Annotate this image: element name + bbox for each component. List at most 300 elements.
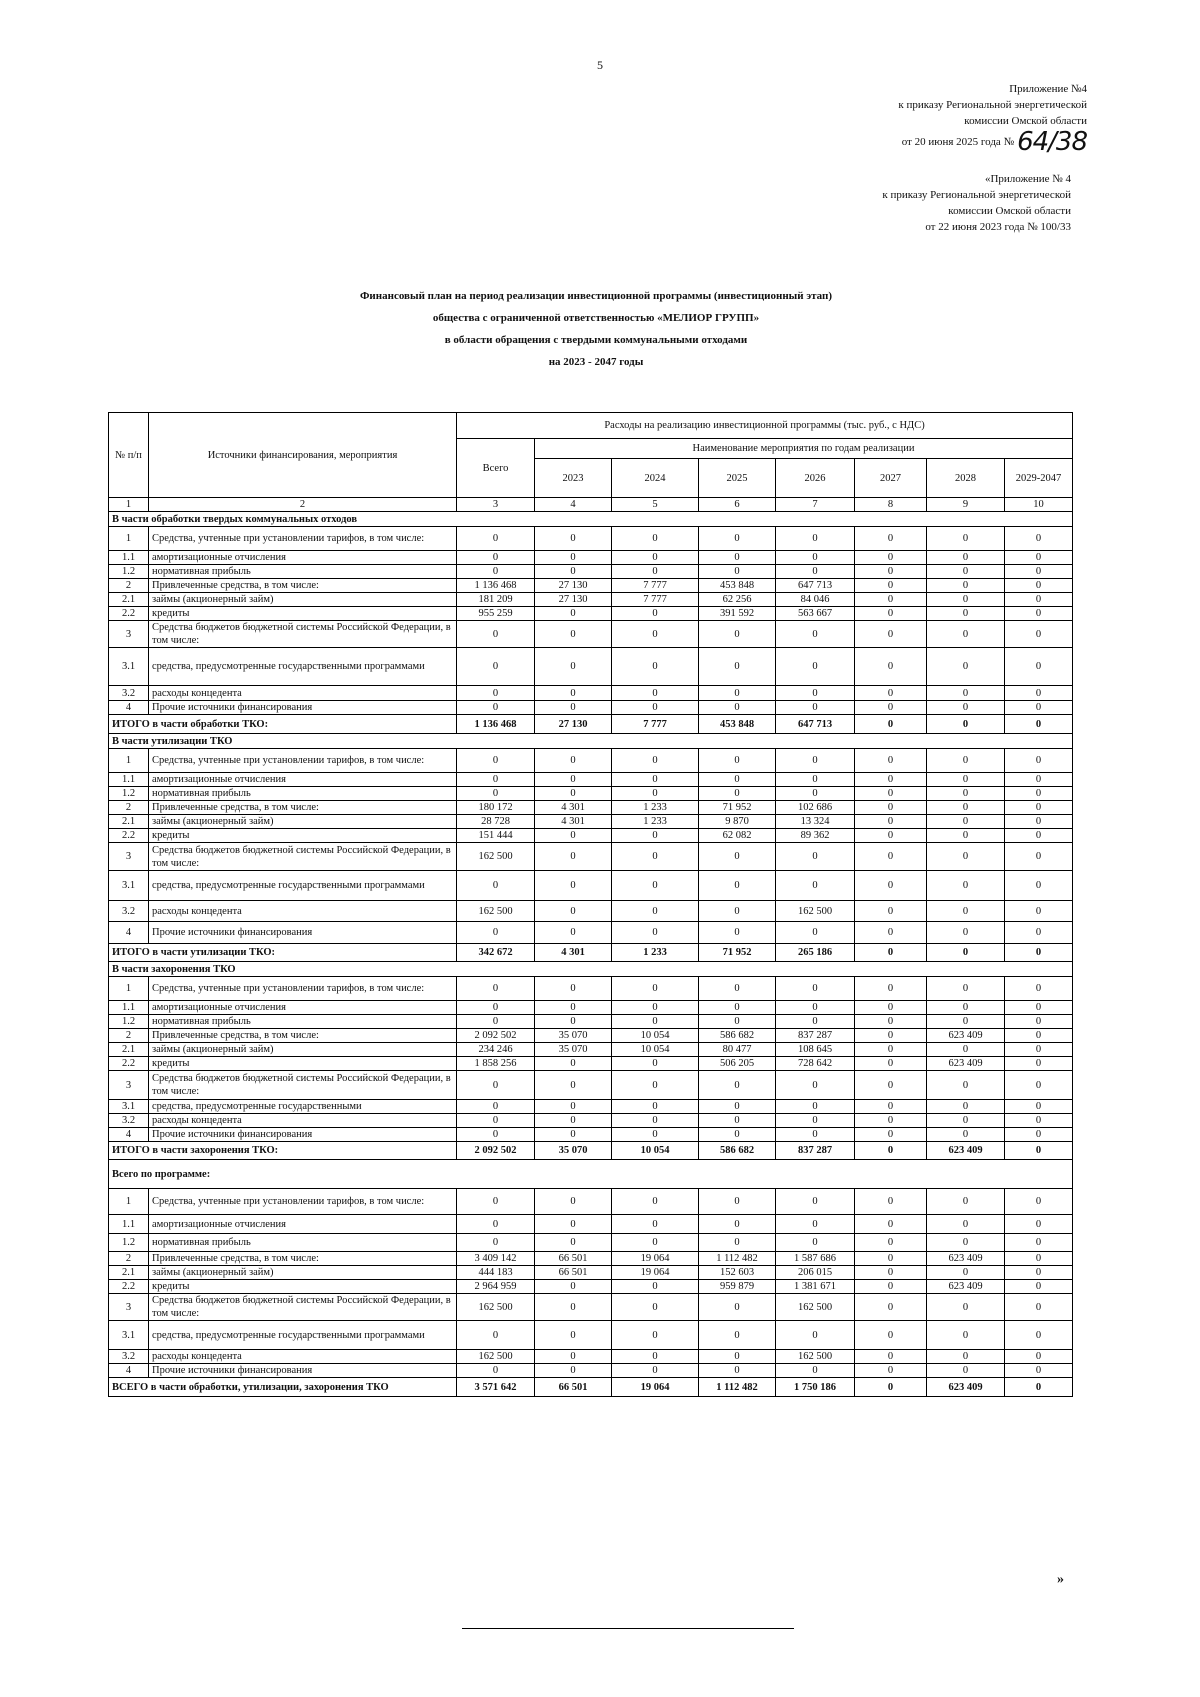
section-row xyxy=(109,1160,1073,1189)
value-cell: 0 xyxy=(612,1128,699,1142)
value-cell: 0 xyxy=(1005,565,1073,579)
table-row xyxy=(109,1057,1073,1071)
value-cell: 0 xyxy=(535,1100,612,1114)
row-source-name: средства, предусмотренные государственными xyxy=(149,1100,457,1114)
value-cell: 0 xyxy=(776,1364,855,1378)
value-cell: 0 xyxy=(612,701,699,715)
value-cell: 0 xyxy=(776,1100,855,1114)
value-cell: 0 xyxy=(776,527,855,551)
value-cell: 102 686 xyxy=(776,801,855,815)
value-cell: 62 082 xyxy=(699,829,776,843)
row-source-name: кредиты xyxy=(149,829,457,843)
value-cell: 13 324 xyxy=(776,815,855,829)
value-cell: 0 xyxy=(927,1350,1005,1364)
row-source-name: амортизационные отчисления xyxy=(149,1215,457,1234)
value-cell: 0 xyxy=(776,1128,855,1142)
total-value-cell: 0 xyxy=(1005,1378,1073,1397)
value-cell: 0 xyxy=(699,1350,776,1364)
row-number: 3.1 xyxy=(109,1321,149,1350)
total-value-cell: 66 501 xyxy=(535,1378,612,1397)
value-cell: 0 xyxy=(612,871,699,901)
value-cell: 0 xyxy=(776,1015,855,1029)
value-cell: 0 xyxy=(457,1071,535,1100)
value-cell: 0 xyxy=(855,1114,927,1128)
value-cell: 0 xyxy=(855,1252,927,1266)
row-number: 3.1 xyxy=(109,648,149,686)
value-cell: 1 233 xyxy=(612,801,699,815)
value-cell: 19 064 xyxy=(612,1266,699,1280)
row-source-name: кредиты xyxy=(149,1057,457,1071)
value-cell: 0 xyxy=(855,701,927,715)
value-cell: 0 xyxy=(612,686,699,701)
total-value-cell: 342 672 xyxy=(457,944,535,962)
value-cell: 0 xyxy=(1005,829,1073,843)
table-row xyxy=(109,871,1073,901)
value-cell: 0 xyxy=(699,621,776,648)
value-cell: 0 xyxy=(927,829,1005,843)
value-cell: 162 500 xyxy=(457,1294,535,1321)
value-cell: 28 728 xyxy=(457,815,535,829)
value-cell: 0 xyxy=(927,773,1005,787)
appendix-line: «Приложение № 4 xyxy=(984,173,1071,185)
table-row xyxy=(109,1252,1073,1266)
header-year: 2029-2047 xyxy=(1005,459,1073,498)
header-expenses: Расходы на реализацию инвестиционной программы (тыс. руб., с НДС) xyxy=(457,413,1073,439)
value-cell: 0 xyxy=(612,1280,699,1294)
value-cell: 89 362 xyxy=(776,829,855,843)
value-cell: 0 xyxy=(1005,1114,1073,1128)
total-value-cell: 0 xyxy=(927,715,1005,734)
row-number: 2.2 xyxy=(109,1280,149,1294)
total-value-cell: 0 xyxy=(855,944,927,962)
value-cell: 151 444 xyxy=(457,829,535,843)
table-body xyxy=(109,512,1073,1397)
value-cell: 0 xyxy=(776,843,855,871)
value-cell: 4 301 xyxy=(535,801,612,815)
value-cell: 66 501 xyxy=(535,1252,612,1266)
value-cell: 0 xyxy=(1005,621,1073,648)
value-cell: 0 xyxy=(1005,1001,1073,1015)
value-cell: 0 xyxy=(855,1015,927,1029)
value-cell: 0 xyxy=(1005,1029,1073,1043)
value-cell: 10 054 xyxy=(612,1029,699,1043)
value-cell: 0 xyxy=(457,1321,535,1350)
value-cell: 27 130 xyxy=(535,579,612,593)
value-cell: 162 500 xyxy=(457,1350,535,1364)
value-cell: 180 172 xyxy=(457,801,535,815)
value-cell: 0 xyxy=(855,843,927,871)
table-row xyxy=(109,787,1073,801)
row-number: 2.1 xyxy=(109,1043,149,1057)
value-cell: 0 xyxy=(612,565,699,579)
table-row xyxy=(109,843,1073,871)
value-cell: 0 xyxy=(1005,593,1073,607)
value-cell: 0 xyxy=(535,773,612,787)
value-cell: 0 xyxy=(927,1001,1005,1015)
value-cell: 0 xyxy=(699,977,776,1001)
row-number: 1 xyxy=(109,749,149,773)
value-cell: 0 xyxy=(699,1114,776,1128)
value-cell: 0 xyxy=(1005,648,1073,686)
value-cell: 0 xyxy=(927,593,1005,607)
value-cell: 71 952 xyxy=(699,801,776,815)
value-cell: 0 xyxy=(855,1266,927,1280)
value-cell: 0 xyxy=(535,1280,612,1294)
total-value-cell: 27 130 xyxy=(535,715,612,734)
value-cell: 0 xyxy=(855,787,927,801)
value-cell: 0 xyxy=(855,901,927,922)
table-row xyxy=(109,701,1073,715)
value-cell: 0 xyxy=(699,648,776,686)
total-value-cell: 623 409 xyxy=(927,1142,1005,1160)
row-number: 3 xyxy=(109,1294,149,1321)
header-year: 2028 xyxy=(927,459,1005,498)
value-cell: 0 xyxy=(612,829,699,843)
value-cell: 0 xyxy=(535,1057,612,1071)
value-cell: 84 046 xyxy=(776,593,855,607)
value-cell: 0 xyxy=(535,843,612,871)
value-cell: 108 645 xyxy=(776,1043,855,1057)
value-cell: 0 xyxy=(535,607,612,621)
value-cell: 0 xyxy=(612,977,699,1001)
total-value-cell: 647 713 xyxy=(776,715,855,734)
value-cell: 0 xyxy=(1005,1266,1073,1280)
row-number: 3.2 xyxy=(109,1114,149,1128)
row-source-name: амортизационные отчисления xyxy=(149,551,457,565)
value-cell: 66 501 xyxy=(535,1266,612,1280)
financial-plan-table xyxy=(108,412,1073,1397)
total-value-cell: 837 287 xyxy=(776,1142,855,1160)
value-cell: 234 246 xyxy=(457,1043,535,1057)
table-row xyxy=(109,815,1073,829)
closing-quote: » xyxy=(1057,1572,1064,1587)
value-cell: 2 092 502 xyxy=(457,1029,535,1043)
row-number: 4 xyxy=(109,1364,149,1378)
row-number: 4 xyxy=(109,701,149,715)
value-cell: 0 xyxy=(855,1321,927,1350)
value-cell: 0 xyxy=(776,648,855,686)
row-source-name: Средства бюджетов бюджетной системы Российской Федерации, в том числе: xyxy=(149,621,457,648)
table-row xyxy=(109,977,1073,1001)
value-cell: 0 xyxy=(927,843,1005,871)
title-line: в области обращения с твердыми коммунальными отходами xyxy=(444,334,748,346)
row-source-name: займы (акционерный займ) xyxy=(149,815,457,829)
value-cell: 0 xyxy=(699,843,776,871)
total-value-cell: 586 682 xyxy=(699,1142,776,1160)
value-cell: 2 964 959 xyxy=(457,1280,535,1294)
value-cell: 0 xyxy=(1005,527,1073,551)
value-cell: 0 xyxy=(927,1114,1005,1128)
row-number: 3.1 xyxy=(109,871,149,901)
value-cell: 0 xyxy=(776,551,855,565)
total-value-cell: 10 054 xyxy=(612,1142,699,1160)
total-value-cell: 71 952 xyxy=(699,944,776,962)
value-cell: 0 xyxy=(699,1234,776,1252)
total-value-cell: 0 xyxy=(855,1142,927,1160)
appendix-line: от 22 июня 2023 года № 100/33 xyxy=(925,221,1071,233)
value-cell: 0 xyxy=(457,648,535,686)
value-cell: 0 xyxy=(612,648,699,686)
column-number: 1 xyxy=(109,498,149,512)
value-cell: 0 xyxy=(535,686,612,701)
header-source: Источники финансирования, мероприятия xyxy=(149,413,457,498)
value-cell: 0 xyxy=(927,1100,1005,1114)
value-cell: 623 409 xyxy=(927,1252,1005,1266)
total-label: ИТОГО в части утилизации ТКО: xyxy=(109,944,457,962)
row-source-name: Средства бюджетов бюджетной системы Российской Федерации, в том числе: xyxy=(149,1071,457,1100)
value-cell: 0 xyxy=(855,1294,927,1321)
value-cell: 0 xyxy=(535,871,612,901)
value-cell: 0 xyxy=(927,801,1005,815)
value-cell: 0 xyxy=(535,1234,612,1252)
header-year: 2024 xyxy=(612,459,699,498)
value-cell: 0 xyxy=(927,1364,1005,1378)
value-cell: 0 xyxy=(1005,871,1073,901)
value-cell: 0 xyxy=(612,1294,699,1321)
value-cell: 0 xyxy=(612,1321,699,1350)
value-cell: 27 130 xyxy=(535,593,612,607)
value-cell: 0 xyxy=(612,551,699,565)
bottom-rule xyxy=(462,1628,794,1629)
value-cell: 0 xyxy=(1005,686,1073,701)
value-cell: 0 xyxy=(535,565,612,579)
title-line: Финансовый план на период реализации инвестиционной программы (инвестиционный этап) xyxy=(359,290,833,302)
value-cell: 0 xyxy=(855,815,927,829)
row-source-name: расходы концедента xyxy=(149,1114,457,1128)
value-cell: 0 xyxy=(776,621,855,648)
value-cell: 0 xyxy=(855,1128,927,1142)
value-cell: 0 xyxy=(855,1057,927,1071)
value-cell: 0 xyxy=(927,922,1005,944)
value-cell: 0 xyxy=(1005,1280,1073,1294)
total-label: ИТОГО в части захоронения ТКО: xyxy=(109,1142,457,1160)
value-cell: 0 xyxy=(699,1001,776,1015)
value-cell: 728 642 xyxy=(776,1057,855,1071)
value-cell: 0 xyxy=(457,1189,535,1215)
title-line: общества с ограниченной ответственностью «МЕЛИОР ГРУПП» xyxy=(432,312,760,324)
value-cell: 0 xyxy=(457,1234,535,1252)
value-cell: 0 xyxy=(699,1071,776,1100)
value-cell: 0 xyxy=(776,1215,855,1234)
value-cell: 0 xyxy=(927,977,1005,1001)
value-cell: 0 xyxy=(1005,773,1073,787)
row-number: 4 xyxy=(109,1128,149,1142)
total-value-cell: 1 112 482 xyxy=(699,1378,776,1397)
value-cell: 1 587 686 xyxy=(776,1252,855,1266)
row-source-name: расходы концедента xyxy=(149,1350,457,1364)
value-cell: 0 xyxy=(855,593,927,607)
value-cell: 0 xyxy=(855,648,927,686)
value-cell: 0 xyxy=(927,551,1005,565)
column-number: 4 xyxy=(535,498,612,512)
value-cell: 0 xyxy=(776,1321,855,1350)
value-cell: 0 xyxy=(855,1364,927,1378)
value-cell: 0 xyxy=(927,1043,1005,1057)
row-source-name: Средства бюджетов бюджетной системы Российской Федерации, в том числе: xyxy=(149,1294,457,1321)
value-cell: 1 112 482 xyxy=(699,1252,776,1266)
header-year: 2026 xyxy=(776,459,855,498)
value-cell: 0 xyxy=(535,1071,612,1100)
value-cell: 0 xyxy=(699,749,776,773)
value-cell: 0 xyxy=(699,1364,776,1378)
value-cell: 1 136 468 xyxy=(457,579,535,593)
appendix-line: к приказу Региональной энергетической xyxy=(898,99,1087,111)
value-cell: 0 xyxy=(457,749,535,773)
row-source-name: Средства, учтенные при установлении тарифов, в том числе: xyxy=(149,527,457,551)
value-cell: 0 xyxy=(855,1215,927,1234)
row-source-name: Средства, учтенные при установлении тарифов, в том числе: xyxy=(149,977,457,1001)
table-row xyxy=(109,1015,1073,1029)
value-cell: 0 xyxy=(535,1215,612,1234)
value-cell: 0 xyxy=(927,1128,1005,1142)
value-cell: 0 xyxy=(535,749,612,773)
row-number: 2.1 xyxy=(109,1266,149,1280)
value-cell: 7 777 xyxy=(612,593,699,607)
value-cell: 0 xyxy=(612,1364,699,1378)
value-cell: 0 xyxy=(927,871,1005,901)
value-cell: 837 287 xyxy=(776,1029,855,1043)
total-value-cell: 1 136 468 xyxy=(457,715,535,734)
section-label: В части захоронения ТКО xyxy=(109,962,1073,977)
value-cell: 0 xyxy=(927,1215,1005,1234)
row-source-name: кредиты xyxy=(149,1280,457,1294)
value-cell: 0 xyxy=(927,901,1005,922)
value-cell: 444 183 xyxy=(457,1266,535,1280)
row-number: 2.1 xyxy=(109,815,149,829)
row-source-name: Средства, учтенные при установлении тарифов, в том числе: xyxy=(149,749,457,773)
value-cell: 0 xyxy=(776,1114,855,1128)
value-cell: 0 xyxy=(855,621,927,648)
value-cell: 0 xyxy=(1005,815,1073,829)
value-cell: 0 xyxy=(535,621,612,648)
value-cell: 0 xyxy=(699,527,776,551)
section-row xyxy=(109,734,1073,749)
row-source-name: Привлеченные средства, в том числе: xyxy=(149,801,457,815)
value-cell: 0 xyxy=(927,815,1005,829)
value-cell: 0 xyxy=(612,1234,699,1252)
value-cell: 0 xyxy=(699,787,776,801)
row-number: 1.2 xyxy=(109,1234,149,1252)
value-cell: 0 xyxy=(612,922,699,944)
value-cell: 0 xyxy=(535,1114,612,1128)
value-cell: 3 409 142 xyxy=(457,1252,535,1266)
value-cell: 0 xyxy=(612,901,699,922)
table-row xyxy=(109,1100,1073,1114)
value-cell: 0 xyxy=(699,1015,776,1029)
value-cell: 0 xyxy=(776,977,855,1001)
handwritten-order-number: 64/38 xyxy=(1017,127,1087,157)
value-cell: 0 xyxy=(855,686,927,701)
row-number: 1 xyxy=(109,1189,149,1215)
table-row xyxy=(109,1128,1073,1142)
table-row xyxy=(109,749,1073,773)
total-row xyxy=(109,1142,1073,1160)
value-cell: 0 xyxy=(1005,579,1073,593)
value-cell: 80 477 xyxy=(699,1043,776,1057)
table-row xyxy=(109,829,1073,843)
table-row xyxy=(109,922,1073,944)
value-cell: 0 xyxy=(535,1321,612,1350)
value-cell: 206 015 xyxy=(776,1266,855,1280)
row-source-name: Средства, учтенные при установлении тарифов, в том числе: xyxy=(149,1189,457,1215)
value-cell: 0 xyxy=(699,1321,776,1350)
column-number: 5 xyxy=(612,498,699,512)
header-by-years: Наименование мероприятия по годам реализации xyxy=(535,439,1073,459)
table-row xyxy=(109,1294,1073,1321)
total-value-cell: 265 186 xyxy=(776,944,855,962)
value-cell: 35 070 xyxy=(535,1029,612,1043)
row-number: 3 xyxy=(109,1071,149,1100)
value-cell: 0 xyxy=(1005,1234,1073,1252)
table-row xyxy=(109,607,1073,621)
row-number: 2 xyxy=(109,579,149,593)
total-value-cell: 0 xyxy=(855,715,927,734)
value-cell: 0 xyxy=(776,1189,855,1215)
value-cell: 0 xyxy=(855,1280,927,1294)
value-cell: 0 xyxy=(776,1234,855,1252)
value-cell: 62 256 xyxy=(699,593,776,607)
value-cell: 586 682 xyxy=(699,1029,776,1043)
value-cell: 0 xyxy=(535,829,612,843)
value-cell: 391 592 xyxy=(699,607,776,621)
table-row xyxy=(109,773,1073,787)
value-cell: 0 xyxy=(855,1350,927,1364)
table-row xyxy=(109,1029,1073,1043)
section-label: В части обработки твердых коммунальных отходов xyxy=(109,512,1073,527)
table-row xyxy=(109,621,1073,648)
total-value-cell: 1 233 xyxy=(612,944,699,962)
value-cell: 0 xyxy=(1005,701,1073,715)
value-cell: 0 xyxy=(855,977,927,1001)
value-cell: 162 500 xyxy=(776,1350,855,1364)
value-cell: 0 xyxy=(699,565,776,579)
table-row xyxy=(109,527,1073,551)
value-cell: 0 xyxy=(776,701,855,715)
table-row xyxy=(109,901,1073,922)
value-cell: 0 xyxy=(457,527,535,551)
value-cell: 0 xyxy=(855,1043,927,1057)
total-row xyxy=(109,944,1073,962)
value-cell: 0 xyxy=(776,871,855,901)
value-cell: 623 409 xyxy=(927,1280,1005,1294)
column-number: 3 xyxy=(457,498,535,512)
table-row xyxy=(109,1350,1073,1364)
value-cell: 0 xyxy=(855,1001,927,1015)
row-number: 1.1 xyxy=(109,773,149,787)
value-cell: 0 xyxy=(457,1215,535,1234)
value-cell: 0 xyxy=(1005,607,1073,621)
value-cell: 0 xyxy=(699,1215,776,1234)
value-cell: 0 xyxy=(457,1001,535,1015)
value-cell: 0 xyxy=(776,787,855,801)
section-row xyxy=(109,962,1073,977)
total-value-cell: 453 848 xyxy=(699,715,776,734)
total-value-cell: 4 301 xyxy=(535,944,612,962)
value-cell: 1 858 256 xyxy=(457,1057,535,1071)
value-cell: 0 xyxy=(855,871,927,901)
row-source-name: средства, предусмотренные государственными программами xyxy=(149,648,457,686)
value-cell: 0 xyxy=(1005,1189,1073,1215)
row-number: 1 xyxy=(109,527,149,551)
value-cell: 0 xyxy=(927,579,1005,593)
value-cell: 0 xyxy=(855,829,927,843)
value-cell: 0 xyxy=(699,871,776,901)
value-cell: 0 xyxy=(855,749,927,773)
value-cell: 0 xyxy=(1005,801,1073,815)
value-cell: 0 xyxy=(927,701,1005,715)
value-cell: 35 070 xyxy=(535,1043,612,1057)
value-cell: 1 381 671 xyxy=(776,1280,855,1294)
